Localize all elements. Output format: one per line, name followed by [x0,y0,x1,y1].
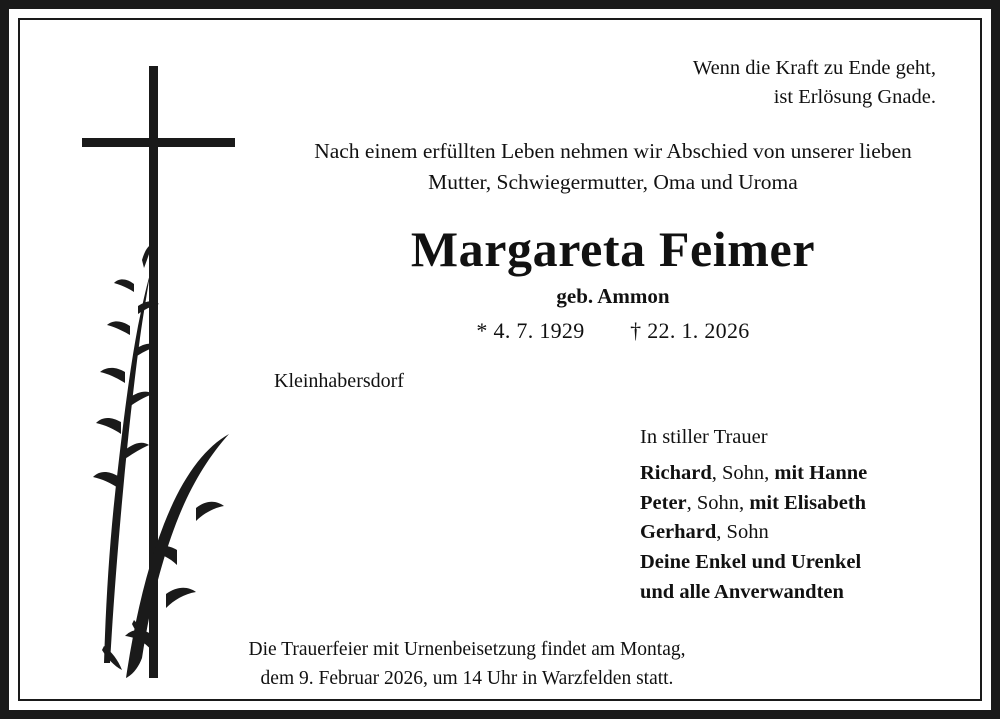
mourners-block [252,423,974,607]
mourner-relation: , Sohn [716,521,769,544]
mourner-row [640,578,974,608]
mourner-row [640,459,974,489]
mourner-row [640,489,974,519]
death-date: † 22. 1. 2026 [630,318,750,344]
place-of-residence: Kleinhabersdorf [274,370,404,393]
mourner-name: Peter [640,491,687,514]
maiden-name: geb. Ammon [556,284,670,309]
verse-block [252,48,974,112]
mourner-partner: mit Hanne [774,461,868,484]
intro-line-1: Nach einem erfüllten Leben nehmen wir Abschied von unserer lieben [314,139,912,164]
mourner-name: Deine Enkel und Urenkel [640,550,862,573]
mourner-row [640,548,974,578]
verse-line-1: Wenn die Kraft zu Ende geht, [692,57,936,79]
deceased-name: Margareta Feimer [410,220,816,277]
funeral-details [20,635,980,694]
mourner-name: Richard [640,461,712,484]
intro-line-2: Mutter, Schwiegermutter, Oma und Uroma [428,170,798,195]
notice-inner-frame [18,18,982,701]
life-dates [252,318,974,344]
birth-date: * 4. 7. 1929 [476,318,585,344]
mourner-name: Gerhard [640,521,717,544]
mourner-relation: , Sohn, [686,491,750,514]
mourner-partner: mit Elisabeth [749,491,867,514]
intro-block [252,136,974,198]
mourner-relation: , Sohn, [711,461,775,484]
verse-line-2: ist Erlösung Gnade. [773,86,936,109]
mourning-heading: In stiller Trauer [640,426,768,449]
mourner-row [640,518,974,548]
funeral-line-2: dem 9. Februar 2026, um 14 Uhr in Warzfelden statt. [260,667,674,689]
notice-content [252,48,974,678]
funeral-line-1: Die Trauerfeier mit Urnenbeisetzung findet am Montag, [248,638,686,660]
mourner-name: und alle Anverwandten [640,580,844,603]
cross-with-grass-illustration [46,38,261,678]
